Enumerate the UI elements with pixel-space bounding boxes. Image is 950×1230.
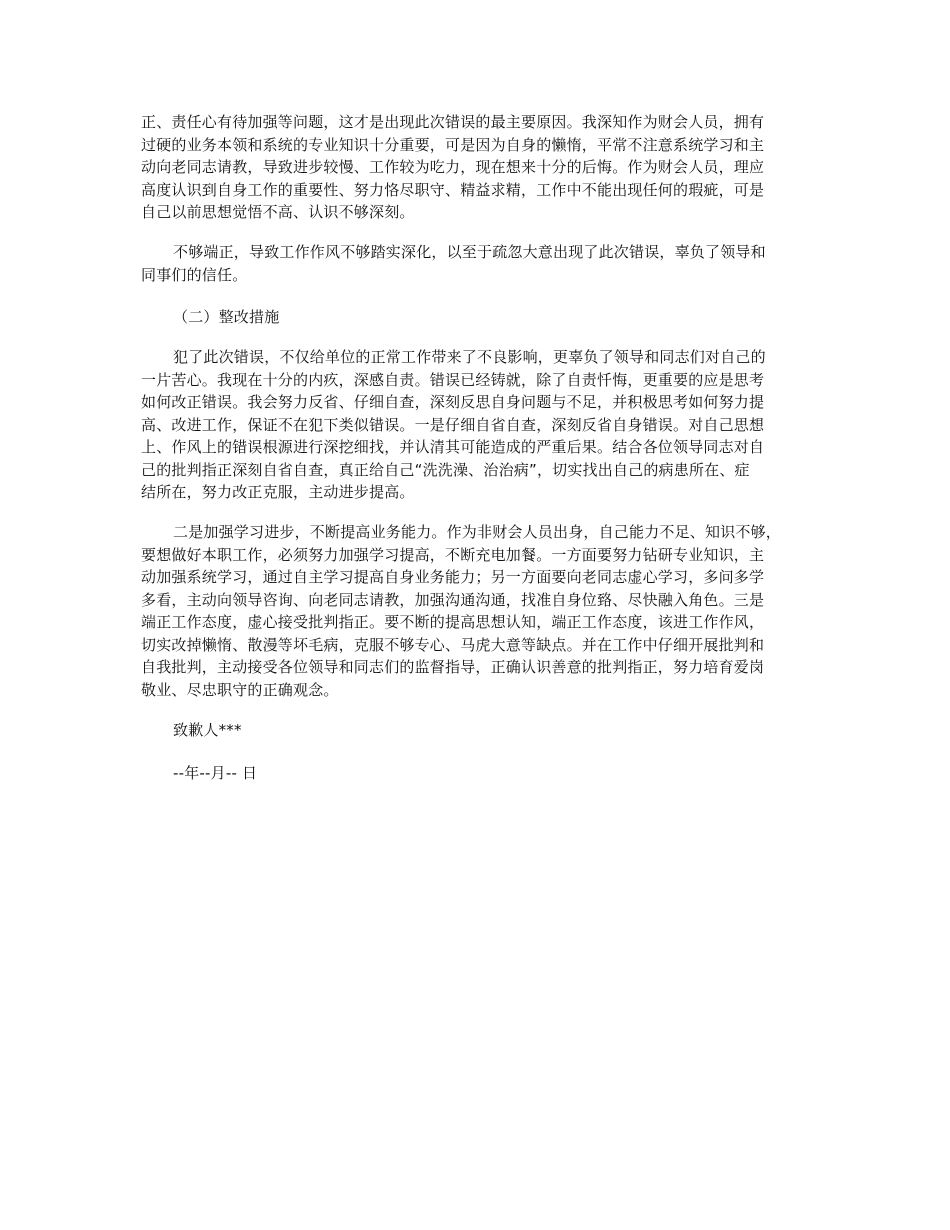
text-line: 高、改进工作，保证不在犯下类似错误。一是仔细自省自查，深刻反省自身错误。对自己思想 (141, 415, 765, 434)
text-line: 不够端正，导致工作作风不够踏实深化，以至于疏忽大意出现了此次错误，辜负了领导和 (173, 243, 766, 261)
signature-text: 致歉人*** (173, 721, 242, 739)
text-line: 结所在，努力改正克服，主动进步提高。 (141, 483, 415, 501)
paragraph-learning-improvement (141, 521, 821, 701)
text-line: 自我批判，主动接受各位领导和同志们的监督指导，正确认识善意的批判指正，努力培育爱岗 (141, 658, 765, 676)
section-heading-text: （二）整改措施 (173, 308, 280, 326)
paragraph-work-style (141, 241, 821, 286)
text-line: 自己以前思想觉悟不高、认识不够深刻。 (141, 203, 415, 221)
text-line: 如何改正错误。我会努力反省、仔细自查，深刻反思自身问题与不足，并积极思考如何努力提 (141, 393, 765, 411)
text-line: 端正工作态度，虚心接受批判指正。要不断的提高思想认知，端正工作态度，该进工作作风， (141, 613, 765, 631)
text-line: 过硬的业务本领和系统的专业知识十分重要，可是因为自身的懒惰，平常不注意系统学习和主 (141, 135, 765, 154)
date-line (173, 762, 853, 785)
text-line: 二是加强学习进步，不断提高业务能力。作为非财会人员出身，自己能力不足、知识不够， (173, 523, 782, 541)
text-line: 同事们的信任。 (141, 265, 248, 284)
date-text: --年--月-- 日 (173, 764, 258, 782)
text-line: 犯了此次错误，不仅给单位的正常工作带来了不良影响，更辜负了领导和同志们对自己的 (173, 348, 766, 366)
section-heading-rectification (173, 306, 853, 329)
paragraph-cause-analysis (141, 111, 821, 224)
text-line: 己的批判指正深刻自省自查，真正给自己“洗洗澡、治治病”，切实找出自己的病患所在、症 (141, 460, 750, 479)
paragraph-self-reflection (141, 346, 821, 504)
text-line: 要想做好本职工作，必须努力加强学习提高，不断充电加餐。一方面要努力钻研专业知识，主 (141, 545, 765, 564)
signature-line (173, 719, 853, 742)
text-line: 敬业、尽忠职守的正确观念。 (141, 680, 339, 699)
text-line: 高度认识到自身工作的重要性、努力恪尽职守、精益求精，工作中不能出现任何的瑕疵，可是 (141, 180, 765, 199)
text-line: 动向老同志请教，导致进步较慢、工作较为吃力，现在想来十分的后悔。作为财会人员，理应 (141, 158, 765, 176)
text-line: 切实改掉懒惰、散漫等坏毛病，克服不够专心、马虎大意等缺点。并在工作中仔细开展批判和 (141, 635, 765, 654)
text-line: 一片苦心。我现在十分的内疚，深感自责。错误已经铸就，除了自责忏悔，更重要的应是思考 (141, 370, 765, 389)
text-line: 动加强系统学习，通过自主学习提高自身业务能力；另一方面要向老同志虚心学习，多问多学 (141, 568, 765, 586)
text-line: 正、责任心有待加强等问题，这才是出现此次错误的最主要原因。我深知作为财会人员，拥有 (141, 113, 765, 131)
text-line: 上、作风上的错误根源进行深挖细找，并认清其可能造成的严重后果。结合各位领导同志对自 (141, 438, 765, 456)
text-line: 多看，主动向领导咨询、向老同志请教，加强沟通沟通，找准自身位臵、尽快融入角色。三是 (141, 590, 765, 609)
